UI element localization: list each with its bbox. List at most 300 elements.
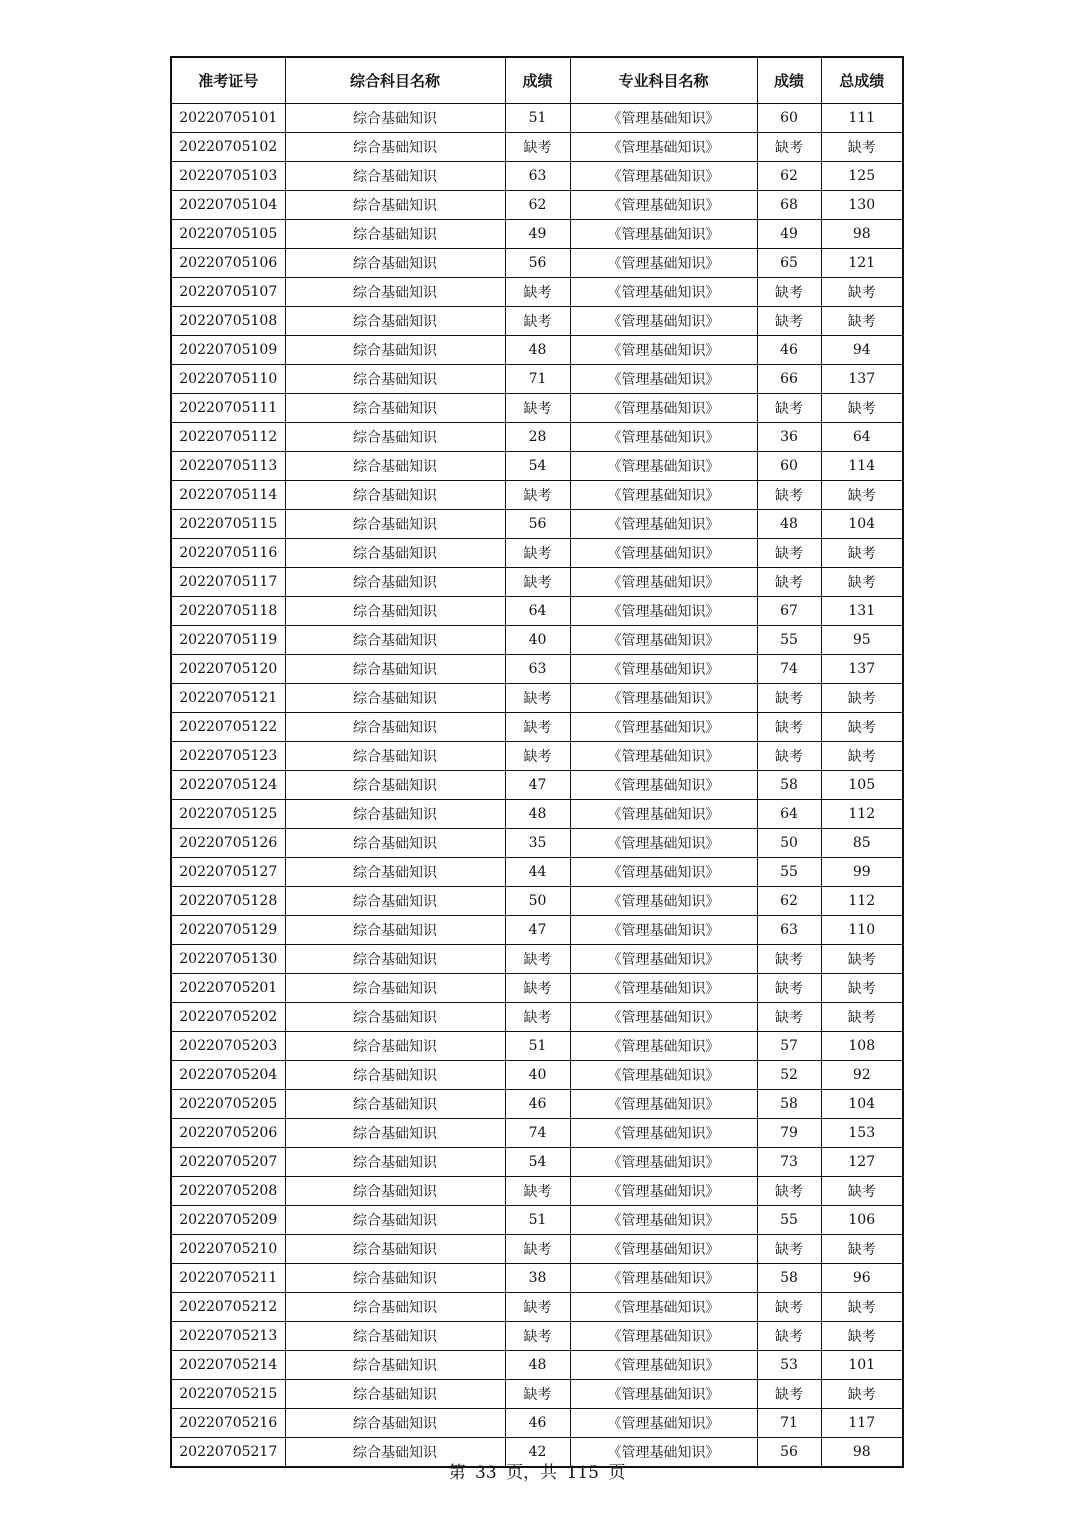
major-score-cell: 56	[757, 1438, 821, 1468]
general-subject-cell: 综合基础知识	[285, 887, 505, 916]
table-row	[171, 1061, 903, 1090]
major-subject-cell: 《管理基础知识》	[570, 1351, 757, 1380]
general-subject-cell: 综合基础知识	[285, 104, 505, 133]
major-score-cell: 66	[757, 365, 821, 394]
total-score-cell: 缺考	[821, 1235, 903, 1264]
general-score-cell: 35	[505, 829, 570, 858]
general-score-cell: 51	[505, 104, 570, 133]
general-subject-cell: 综合基础知识	[285, 133, 505, 162]
table-row	[171, 1206, 903, 1235]
major-subject-cell: 《管理基础知识》	[570, 713, 757, 742]
general-score-cell: 54	[505, 1148, 570, 1177]
table-row	[171, 974, 903, 1003]
table-row	[171, 916, 903, 945]
major-score-header: 成绩	[757, 57, 821, 104]
exam-id-cell: 20220705213	[171, 1322, 285, 1351]
general-subject-cell: 综合基础知识	[285, 945, 505, 974]
table-row	[171, 133, 903, 162]
general-score-cell: 64	[505, 597, 570, 626]
major-score-cell: 71	[757, 1409, 821, 1438]
major-subject-cell: 《管理基础知识》	[570, 1235, 757, 1264]
major-subject-cell: 《管理基础知识》	[570, 539, 757, 568]
exam-id-cell: 20220705211	[171, 1264, 285, 1293]
general-score-cell: 63	[505, 655, 570, 684]
exam-id-cell: 20220705113	[171, 452, 285, 481]
major-subject-cell: 《管理基础知识》	[570, 597, 757, 626]
table-row	[171, 713, 903, 742]
general-subject-cell: 综合基础知识	[285, 568, 505, 597]
major-score-cell: 缺考	[757, 307, 821, 336]
major-score-cell: 缺考	[757, 1322, 821, 1351]
major-subject-cell: 《管理基础知识》	[570, 1177, 757, 1206]
exam-id-cell: 20220705215	[171, 1380, 285, 1409]
table-row	[171, 1148, 903, 1177]
total-score-cell: 105	[821, 771, 903, 800]
major-score-cell: 57	[757, 1032, 821, 1061]
total-score-cell: 130	[821, 191, 903, 220]
total-score-cell: 缺考	[821, 1177, 903, 1206]
general-subject-cell: 综合基础知识	[285, 742, 505, 771]
general-score-cell: 40	[505, 626, 570, 655]
general-score-cell: 63	[505, 162, 570, 191]
major-score-cell: 73	[757, 1148, 821, 1177]
major-subject-cell: 《管理基础知识》	[570, 307, 757, 336]
total-score-header: 总成绩	[821, 57, 903, 104]
general-score-cell: 缺考	[505, 307, 570, 336]
general-subject-cell: 综合基础知识	[285, 1322, 505, 1351]
general-score-cell: 49	[505, 220, 570, 249]
major-score-cell: 63	[757, 916, 821, 945]
total-score-cell: 98	[821, 1438, 903, 1468]
exam-id-cell: 20220705123	[171, 742, 285, 771]
exam-id-cell: 20220705212	[171, 1293, 285, 1322]
exam-id-cell: 20220705110	[171, 365, 285, 394]
table-row	[171, 394, 903, 423]
total-score-cell: 缺考	[821, 945, 903, 974]
general-subject-cell: 综合基础知识	[285, 1003, 505, 1032]
major-score-cell: 46	[757, 336, 821, 365]
major-score-cell: 36	[757, 423, 821, 452]
general-score-cell: 38	[505, 1264, 570, 1293]
total-score-cell: 125	[821, 162, 903, 191]
exam-id-cell: 20220705214	[171, 1351, 285, 1380]
table-row	[171, 829, 903, 858]
general-subject-cell: 综合基础知识	[285, 249, 505, 278]
exam-id-cell: 20220705201	[171, 974, 285, 1003]
major-subject-cell: 《管理基础知识》	[570, 626, 757, 655]
general-subject-cell: 综合基础知识	[285, 336, 505, 365]
table-row	[171, 1264, 903, 1293]
major-subject-cell: 《管理基础知识》	[570, 684, 757, 713]
total-score-cell: 104	[821, 510, 903, 539]
major-score-cell: 缺考	[757, 684, 821, 713]
table-row	[171, 1090, 903, 1119]
general-score-header: 成绩	[505, 57, 570, 104]
major-subject-cell: 《管理基础知识》	[570, 800, 757, 829]
exam-id-cell: 20220705111	[171, 394, 285, 423]
major-score-cell: 缺考	[757, 481, 821, 510]
total-score-cell: 110	[821, 916, 903, 945]
total-score-cell: 121	[821, 249, 903, 278]
total-score-cell: 111	[821, 104, 903, 133]
general-score-cell: 28	[505, 423, 570, 452]
total-score-cell: 缺考	[821, 684, 903, 713]
major-score-cell: 58	[757, 1090, 821, 1119]
major-subject-cell: 《管理基础知识》	[570, 1090, 757, 1119]
table-row	[171, 655, 903, 684]
general-subject-cell: 综合基础知识	[285, 1409, 505, 1438]
general-score-cell: 48	[505, 336, 570, 365]
total-score-cell: 98	[821, 220, 903, 249]
general-score-cell: 46	[505, 1409, 570, 1438]
major-subject-cell: 《管理基础知识》	[570, 829, 757, 858]
exam-id-cell: 20220705209	[171, 1206, 285, 1235]
exam-id-cell: 20220705122	[171, 713, 285, 742]
general-subject-cell: 综合基础知识	[285, 1206, 505, 1235]
exam-id-cell: 20220705216	[171, 1409, 285, 1438]
total-score-cell: 缺考	[821, 974, 903, 1003]
header-row	[171, 57, 903, 104]
major-subject-cell: 《管理基础知识》	[570, 481, 757, 510]
major-subject-cell: 《管理基础知识》	[570, 365, 757, 394]
total-score-cell: 101	[821, 1351, 903, 1380]
total-score-cell: 缺考	[821, 307, 903, 336]
general-subject-cell: 综合基础知识	[285, 597, 505, 626]
general-score-cell: 缺考	[505, 1380, 570, 1409]
general-subject-cell: 综合基础知识	[285, 1119, 505, 1148]
exam-id-cell: 20220705124	[171, 771, 285, 800]
general-subject-cell: 综合基础知识	[285, 626, 505, 655]
general-score-cell: 48	[505, 800, 570, 829]
general-subject-cell: 综合基础知识	[285, 394, 505, 423]
exam-id-cell: 20220705119	[171, 626, 285, 655]
total-score-cell: 缺考	[821, 481, 903, 510]
major-subject-cell: 《管理基础知识》	[570, 1322, 757, 1351]
exam-id-cell: 20220705118	[171, 597, 285, 626]
general-score-cell: 缺考	[505, 1003, 570, 1032]
major-subject-cell: 《管理基础知识》	[570, 1206, 757, 1235]
major-subject-cell: 《管理基础知识》	[570, 1438, 757, 1468]
total-score-cell: 缺考	[821, 133, 903, 162]
major-subject-cell: 《管理基础知识》	[570, 858, 757, 887]
general-score-cell: 缺考	[505, 742, 570, 771]
exam-id-cell: 20220705210	[171, 1235, 285, 1264]
general-score-cell: 42	[505, 1438, 570, 1468]
major-subject-cell: 《管理基础知识》	[570, 191, 757, 220]
major-subject-cell: 《管理基础知识》	[570, 452, 757, 481]
major-score-cell: 缺考	[757, 539, 821, 568]
general-subject-cell: 综合基础知识	[285, 1380, 505, 1409]
table-row	[171, 597, 903, 626]
table-row	[171, 684, 903, 713]
major-score-cell: 50	[757, 829, 821, 858]
total-score-cell: 缺考	[821, 1322, 903, 1351]
exam-id-cell: 20220705114	[171, 481, 285, 510]
major-score-cell: 缺考	[757, 974, 821, 1003]
table-row	[171, 104, 903, 133]
general-subject-cell: 综合基础知识	[285, 1061, 505, 1090]
general-subject-cell: 综合基础知识	[285, 307, 505, 336]
table-row	[171, 162, 903, 191]
major-score-cell: 缺考	[757, 1380, 821, 1409]
exam-id-cell: 20220705109	[171, 336, 285, 365]
major-score-cell: 缺考	[757, 945, 821, 974]
table-row	[171, 1003, 903, 1032]
total-score-cell: 缺考	[821, 1003, 903, 1032]
total-score-cell: 94	[821, 336, 903, 365]
total-score-cell: 缺考	[821, 539, 903, 568]
exam-id-cell: 20220705202	[171, 1003, 285, 1032]
major-subject-cell: 《管理基础知识》	[570, 742, 757, 771]
table-row	[171, 191, 903, 220]
major-score-cell: 48	[757, 510, 821, 539]
general-score-cell: 缺考	[505, 133, 570, 162]
total-score-cell: 106	[821, 1206, 903, 1235]
table-row	[171, 307, 903, 336]
major-subject-cell: 《管理基础知识》	[570, 1032, 757, 1061]
major-score-cell: 67	[757, 597, 821, 626]
table-row	[171, 1409, 903, 1438]
total-score-cell: 99	[821, 858, 903, 887]
general-score-cell: 47	[505, 916, 570, 945]
exam-id-cell: 20220705112	[171, 423, 285, 452]
general-subject-cell: 综合基础知识	[285, 162, 505, 191]
exam-id-cell: 20220705104	[171, 191, 285, 220]
major-score-cell: 缺考	[757, 1003, 821, 1032]
general-subject-cell: 综合基础知识	[285, 713, 505, 742]
table-row	[171, 1235, 903, 1264]
major-subject-cell: 《管理基础知识》	[570, 771, 757, 800]
table-row	[171, 423, 903, 452]
major-score-cell: 65	[757, 249, 821, 278]
major-score-cell: 62	[757, 162, 821, 191]
major-score-cell: 缺考	[757, 1177, 821, 1206]
major-score-cell: 缺考	[757, 278, 821, 307]
general-score-cell: 74	[505, 1119, 570, 1148]
major-subject-cell: 《管理基础知识》	[570, 1148, 757, 1177]
major-score-cell: 62	[757, 887, 821, 916]
exam-id-header: 准考证号	[171, 57, 285, 104]
table-row	[171, 858, 903, 887]
general-score-cell: 缺考	[505, 568, 570, 597]
total-score-cell: 104	[821, 1090, 903, 1119]
exam-id-cell: 20220705206	[171, 1119, 285, 1148]
general-subject-cell: 综合基础知识	[285, 452, 505, 481]
table-row	[171, 945, 903, 974]
score-table	[170, 56, 904, 1468]
major-score-cell: 64	[757, 800, 821, 829]
major-score-cell: 缺考	[757, 713, 821, 742]
total-score-cell: 112	[821, 887, 903, 916]
general-score-cell: 54	[505, 452, 570, 481]
exam-id-cell: 20220705101	[171, 104, 285, 133]
exam-id-cell: 20220705205	[171, 1090, 285, 1119]
general-subject-cell: 综合基础知识	[285, 684, 505, 713]
table-row	[171, 1322, 903, 1351]
exam-id-cell: 20220705204	[171, 1061, 285, 1090]
general-subject-cell: 综合基础知识	[285, 974, 505, 1003]
total-score-cell: 117	[821, 1409, 903, 1438]
table-row	[171, 481, 903, 510]
general-score-cell: 缺考	[505, 1235, 570, 1264]
exam-id-cell: 20220705106	[171, 249, 285, 278]
major-score-cell: 55	[757, 858, 821, 887]
table-row	[171, 510, 903, 539]
general-subject-cell: 综合基础知识	[285, 1351, 505, 1380]
general-score-cell: 40	[505, 1061, 570, 1090]
table-row	[171, 336, 903, 365]
exam-id-cell: 20220705125	[171, 800, 285, 829]
major-subject-cell: 《管理基础知识》	[570, 133, 757, 162]
general-score-cell: 62	[505, 191, 570, 220]
major-subject-cell: 《管理基础知识》	[570, 423, 757, 452]
major-score-cell: 74	[757, 655, 821, 684]
general-score-cell: 缺考	[505, 278, 570, 307]
exam-id-cell: 20220705121	[171, 684, 285, 713]
general-subject-cell: 综合基础知识	[285, 191, 505, 220]
table-row	[171, 1119, 903, 1148]
general-score-cell: 缺考	[505, 394, 570, 423]
general-subject-cell: 综合基础知识	[285, 481, 505, 510]
general-subject-cell: 综合基础知识	[285, 220, 505, 249]
total-score-cell: 缺考	[821, 713, 903, 742]
major-score-cell: 58	[757, 771, 821, 800]
major-subject-cell: 《管理基础知识》	[570, 1380, 757, 1409]
table-row	[171, 1351, 903, 1380]
major-score-cell: 68	[757, 191, 821, 220]
general-subject-cell: 综合基础知识	[285, 800, 505, 829]
total-score-cell: 114	[821, 452, 903, 481]
table-row	[171, 887, 903, 916]
general-score-cell: 缺考	[505, 945, 570, 974]
major-score-cell: 缺考	[757, 568, 821, 597]
total-score-cell: 127	[821, 1148, 903, 1177]
general-subject-cell: 综合基础知识	[285, 1148, 505, 1177]
page-number: 第 33 页，共 115 页	[448, 1463, 626, 1483]
general-subject-cell: 综合基础知识	[285, 1235, 505, 1264]
exam-id-cell: 20220705105	[171, 220, 285, 249]
total-score-cell: 64	[821, 423, 903, 452]
total-score-cell: 137	[821, 655, 903, 684]
major-score-cell: 缺考	[757, 394, 821, 423]
major-subject-cell: 《管理基础知识》	[570, 220, 757, 249]
total-score-cell: 缺考	[821, 1380, 903, 1409]
major-subject-cell: 《管理基础知识》	[570, 336, 757, 365]
general-subject-cell: 综合基础知识	[285, 1090, 505, 1119]
general-subject-cell: 综合基础知识	[285, 829, 505, 858]
major-score-cell: 55	[757, 626, 821, 655]
general-subject-cell: 综合基础知识	[285, 771, 505, 800]
exam-id-cell: 20220705128	[171, 887, 285, 916]
general-score-cell: 71	[505, 365, 570, 394]
general-subject-cell: 综合基础知识	[285, 365, 505, 394]
general-subject-cell: 综合基础知识	[285, 1177, 505, 1206]
total-score-cell: 137	[821, 365, 903, 394]
total-score-cell: 缺考	[821, 1293, 903, 1322]
table-row	[171, 1032, 903, 1061]
total-score-cell: 131	[821, 597, 903, 626]
general-score-cell: 缺考	[505, 974, 570, 1003]
total-score-cell: 96	[821, 1264, 903, 1293]
major-subject-cell: 《管理基础知识》	[570, 655, 757, 684]
general-score-cell: 44	[505, 858, 570, 887]
general-score-cell: 50	[505, 887, 570, 916]
total-score-cell: 缺考	[821, 278, 903, 307]
major-subject-cell: 《管理基础知识》	[570, 945, 757, 974]
total-score-cell: 缺考	[821, 568, 903, 597]
table-row	[171, 1293, 903, 1322]
general-subject-cell: 综合基础知识	[285, 655, 505, 684]
major-subject-cell: 《管理基础知识》	[570, 1003, 757, 1032]
major-score-cell: 缺考	[757, 1293, 821, 1322]
general-subject-cell: 综合基础知识	[285, 1032, 505, 1061]
major-score-cell: 79	[757, 1119, 821, 1148]
major-subject-header: 专业科目名称	[570, 57, 757, 104]
exam-id-cell: 20220705116	[171, 539, 285, 568]
table-row	[171, 249, 903, 278]
general-score-cell: 缺考	[505, 1322, 570, 1351]
major-subject-cell: 《管理基础知识》	[570, 104, 757, 133]
major-score-cell: 53	[757, 1351, 821, 1380]
major-subject-cell: 《管理基础知识》	[570, 278, 757, 307]
exam-id-cell: 20220705127	[171, 858, 285, 887]
general-subject-cell: 综合基础知识	[285, 510, 505, 539]
exam-id-cell: 20220705130	[171, 945, 285, 974]
general-subject-cell: 综合基础知识	[285, 1264, 505, 1293]
major-score-cell: 缺考	[757, 742, 821, 771]
major-subject-cell: 《管理基础知识》	[570, 974, 757, 1003]
major-score-cell: 52	[757, 1061, 821, 1090]
table-row	[171, 220, 903, 249]
total-score-cell: 85	[821, 829, 903, 858]
major-score-cell: 58	[757, 1264, 821, 1293]
table-row	[171, 771, 903, 800]
general-subject-cell: 综合基础知识	[285, 1293, 505, 1322]
major-subject-cell: 《管理基础知识》	[570, 887, 757, 916]
major-score-cell: 55	[757, 1206, 821, 1235]
major-score-cell: 缺考	[757, 1235, 821, 1264]
table-row	[171, 742, 903, 771]
exam-id-cell: 20220705115	[171, 510, 285, 539]
general-subject-cell: 综合基础知识	[285, 1438, 505, 1468]
exam-id-cell: 20220705126	[171, 829, 285, 858]
exam-id-cell: 20220705120	[171, 655, 285, 684]
total-score-cell: 112	[821, 800, 903, 829]
major-score-cell: 缺考	[757, 133, 821, 162]
major-subject-cell: 《管理基础知识》	[570, 568, 757, 597]
general-score-cell: 56	[505, 249, 570, 278]
total-score-cell: 95	[821, 626, 903, 655]
exam-id-cell: 20220705107	[171, 278, 285, 307]
table-row	[171, 278, 903, 307]
major-subject-cell: 《管理基础知识》	[570, 394, 757, 423]
major-score-cell: 49	[757, 220, 821, 249]
major-subject-cell: 《管理基础知识》	[570, 249, 757, 278]
general-score-cell: 51	[505, 1206, 570, 1235]
table-row	[171, 452, 903, 481]
table-row	[171, 365, 903, 394]
total-score-cell: 92	[821, 1061, 903, 1090]
exam-id-cell: 20220705117	[171, 568, 285, 597]
table-row	[171, 539, 903, 568]
major-subject-cell: 《管理基础知识》	[570, 1293, 757, 1322]
exam-id-cell: 20220705203	[171, 1032, 285, 1061]
major-subject-cell: 《管理基础知识》	[570, 1409, 757, 1438]
exam-id-cell: 20220705103	[171, 162, 285, 191]
table-row	[171, 1380, 903, 1409]
major-subject-cell: 《管理基础知识》	[570, 916, 757, 945]
exam-id-cell: 20220705108	[171, 307, 285, 336]
